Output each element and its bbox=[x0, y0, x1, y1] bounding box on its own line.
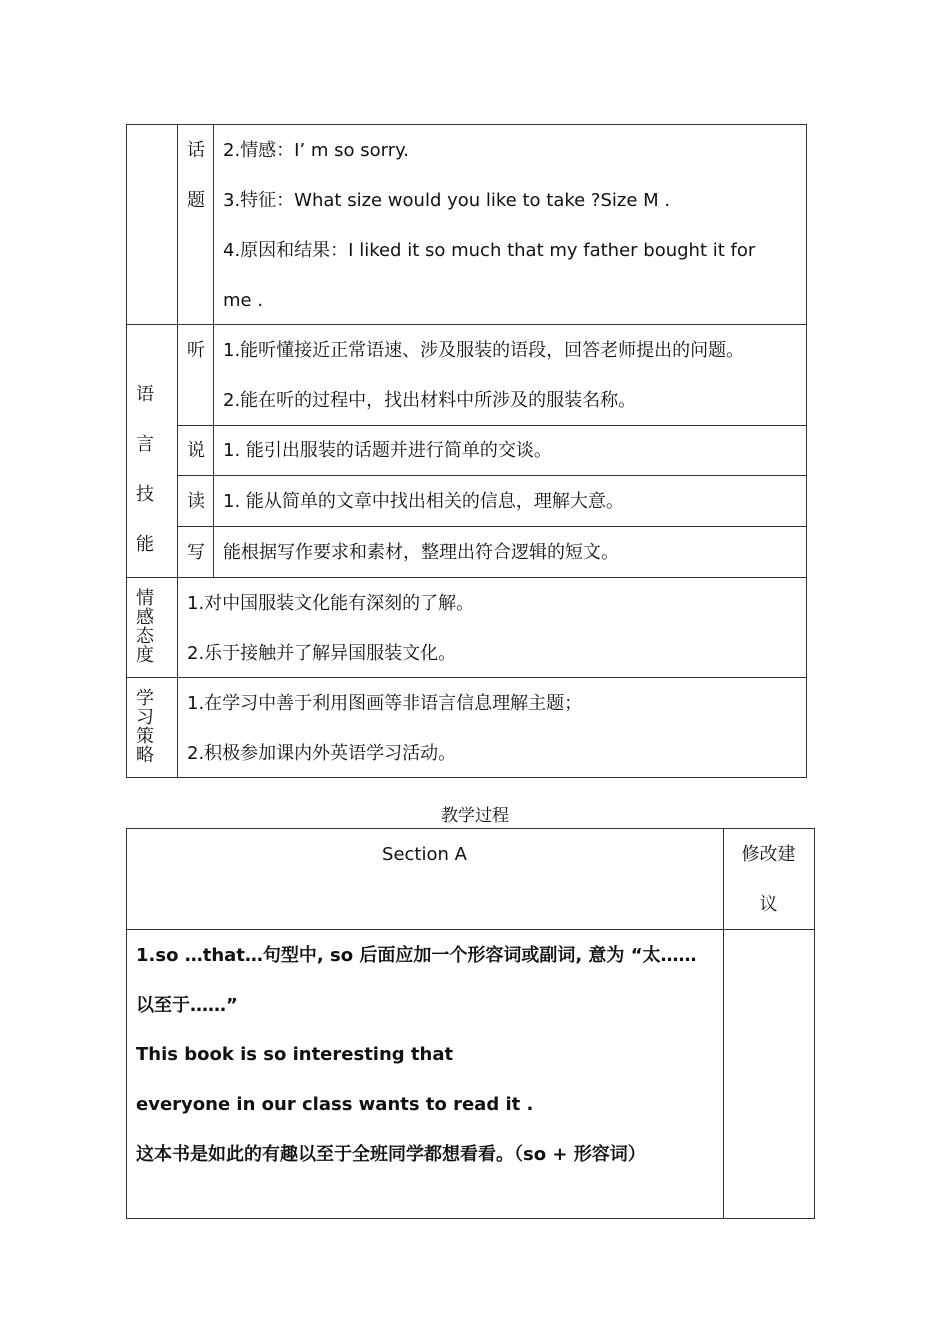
section-header: Section A bbox=[382, 844, 467, 865]
writing-label: 写 bbox=[187, 542, 205, 563]
reading-line-1: 1. 能从简单的文章中找出相关的信息，理解大意。 bbox=[223, 491, 624, 512]
emotion-label-char-2: 感 bbox=[136, 607, 154, 628]
speaking-line-1: 1. 能引出服装的话题并进行简单的交谈。 bbox=[223, 440, 552, 461]
writing-line-1: 能根据写作要求和素材，整理出符合逻辑的短文。 bbox=[223, 542, 619, 563]
listening-line-2: 2.能在听的过程中，找出材料中所涉及的服装名称。 bbox=[223, 390, 637, 411]
emotion-label-char-3: 态 bbox=[136, 626, 154, 647]
topic-line-4: me . bbox=[223, 290, 264, 311]
language-skills-char-4: 能 bbox=[136, 534, 154, 555]
strategy-label-char-3: 策 bbox=[136, 726, 154, 747]
strategy-line-2: 2.积极参加课内外英语学习活动。 bbox=[187, 743, 457, 764]
emotion-line-2: 2.乐于接触并了解异国服装文化。 bbox=[187, 643, 457, 664]
process-caption: 教学过程 bbox=[441, 806, 509, 826]
content-line-2: 以至于……” bbox=[136, 995, 238, 1016]
language-skills-char-2: 言 bbox=[136, 434, 154, 455]
emotion-line-1: 1.对中国服装文化能有深刻的了解。 bbox=[187, 593, 475, 614]
topic-label-char-1: 话 bbox=[187, 140, 205, 161]
topic-line-2: 3.特征：What size would you like to take ?Size M . bbox=[223, 190, 671, 211]
strategy-line-1: 1.在学习中善于利用图画等非语言信息理解主题； bbox=[187, 693, 583, 714]
language-skills-char-1: 语 bbox=[136, 384, 154, 405]
topic-line-3: 4.原因和结果：I liked it so much that my father bought it for bbox=[223, 240, 756, 261]
listening-line-1: 1.能听懂接近正常语速、涉及服装的语段，回答老师提出的问题。 bbox=[223, 340, 745, 361]
emotion-label-char-4: 度 bbox=[136, 645, 154, 666]
strategy-label-char-4: 略 bbox=[136, 745, 154, 766]
emotion-label-char-1: 情 bbox=[136, 588, 154, 609]
content-line-3: This book is so interesting that bbox=[136, 1044, 454, 1065]
strategy-label-char-1: 学 bbox=[136, 688, 154, 709]
content-line-1: 1.so …that…句型中, so 后面应加一个形容词或副词, 意为 “太…… bbox=[136, 945, 697, 966]
speaking-label: 说 bbox=[187, 440, 205, 461]
reading-label: 读 bbox=[187, 491, 205, 512]
suggestion-header-line-2: 议 bbox=[759, 894, 778, 915]
content-line-4: everyone in our class wants to read it . bbox=[136, 1094, 534, 1115]
listening-label: 听 bbox=[187, 340, 205, 361]
suggestion-header-line-1: 修改建 bbox=[741, 844, 796, 865]
strategy-label-char-2: 习 bbox=[136, 707, 154, 728]
topic-label-char-2: 题 bbox=[187, 190, 205, 211]
language-skills-char-3: 技 bbox=[136, 484, 154, 505]
topic-line-1: 2.情感：I’ m so sorry. bbox=[223, 140, 409, 161]
content-line-5: 这本书是如此的有趣以至于全班同学都想看看。（so + 形容词） bbox=[136, 1144, 646, 1165]
